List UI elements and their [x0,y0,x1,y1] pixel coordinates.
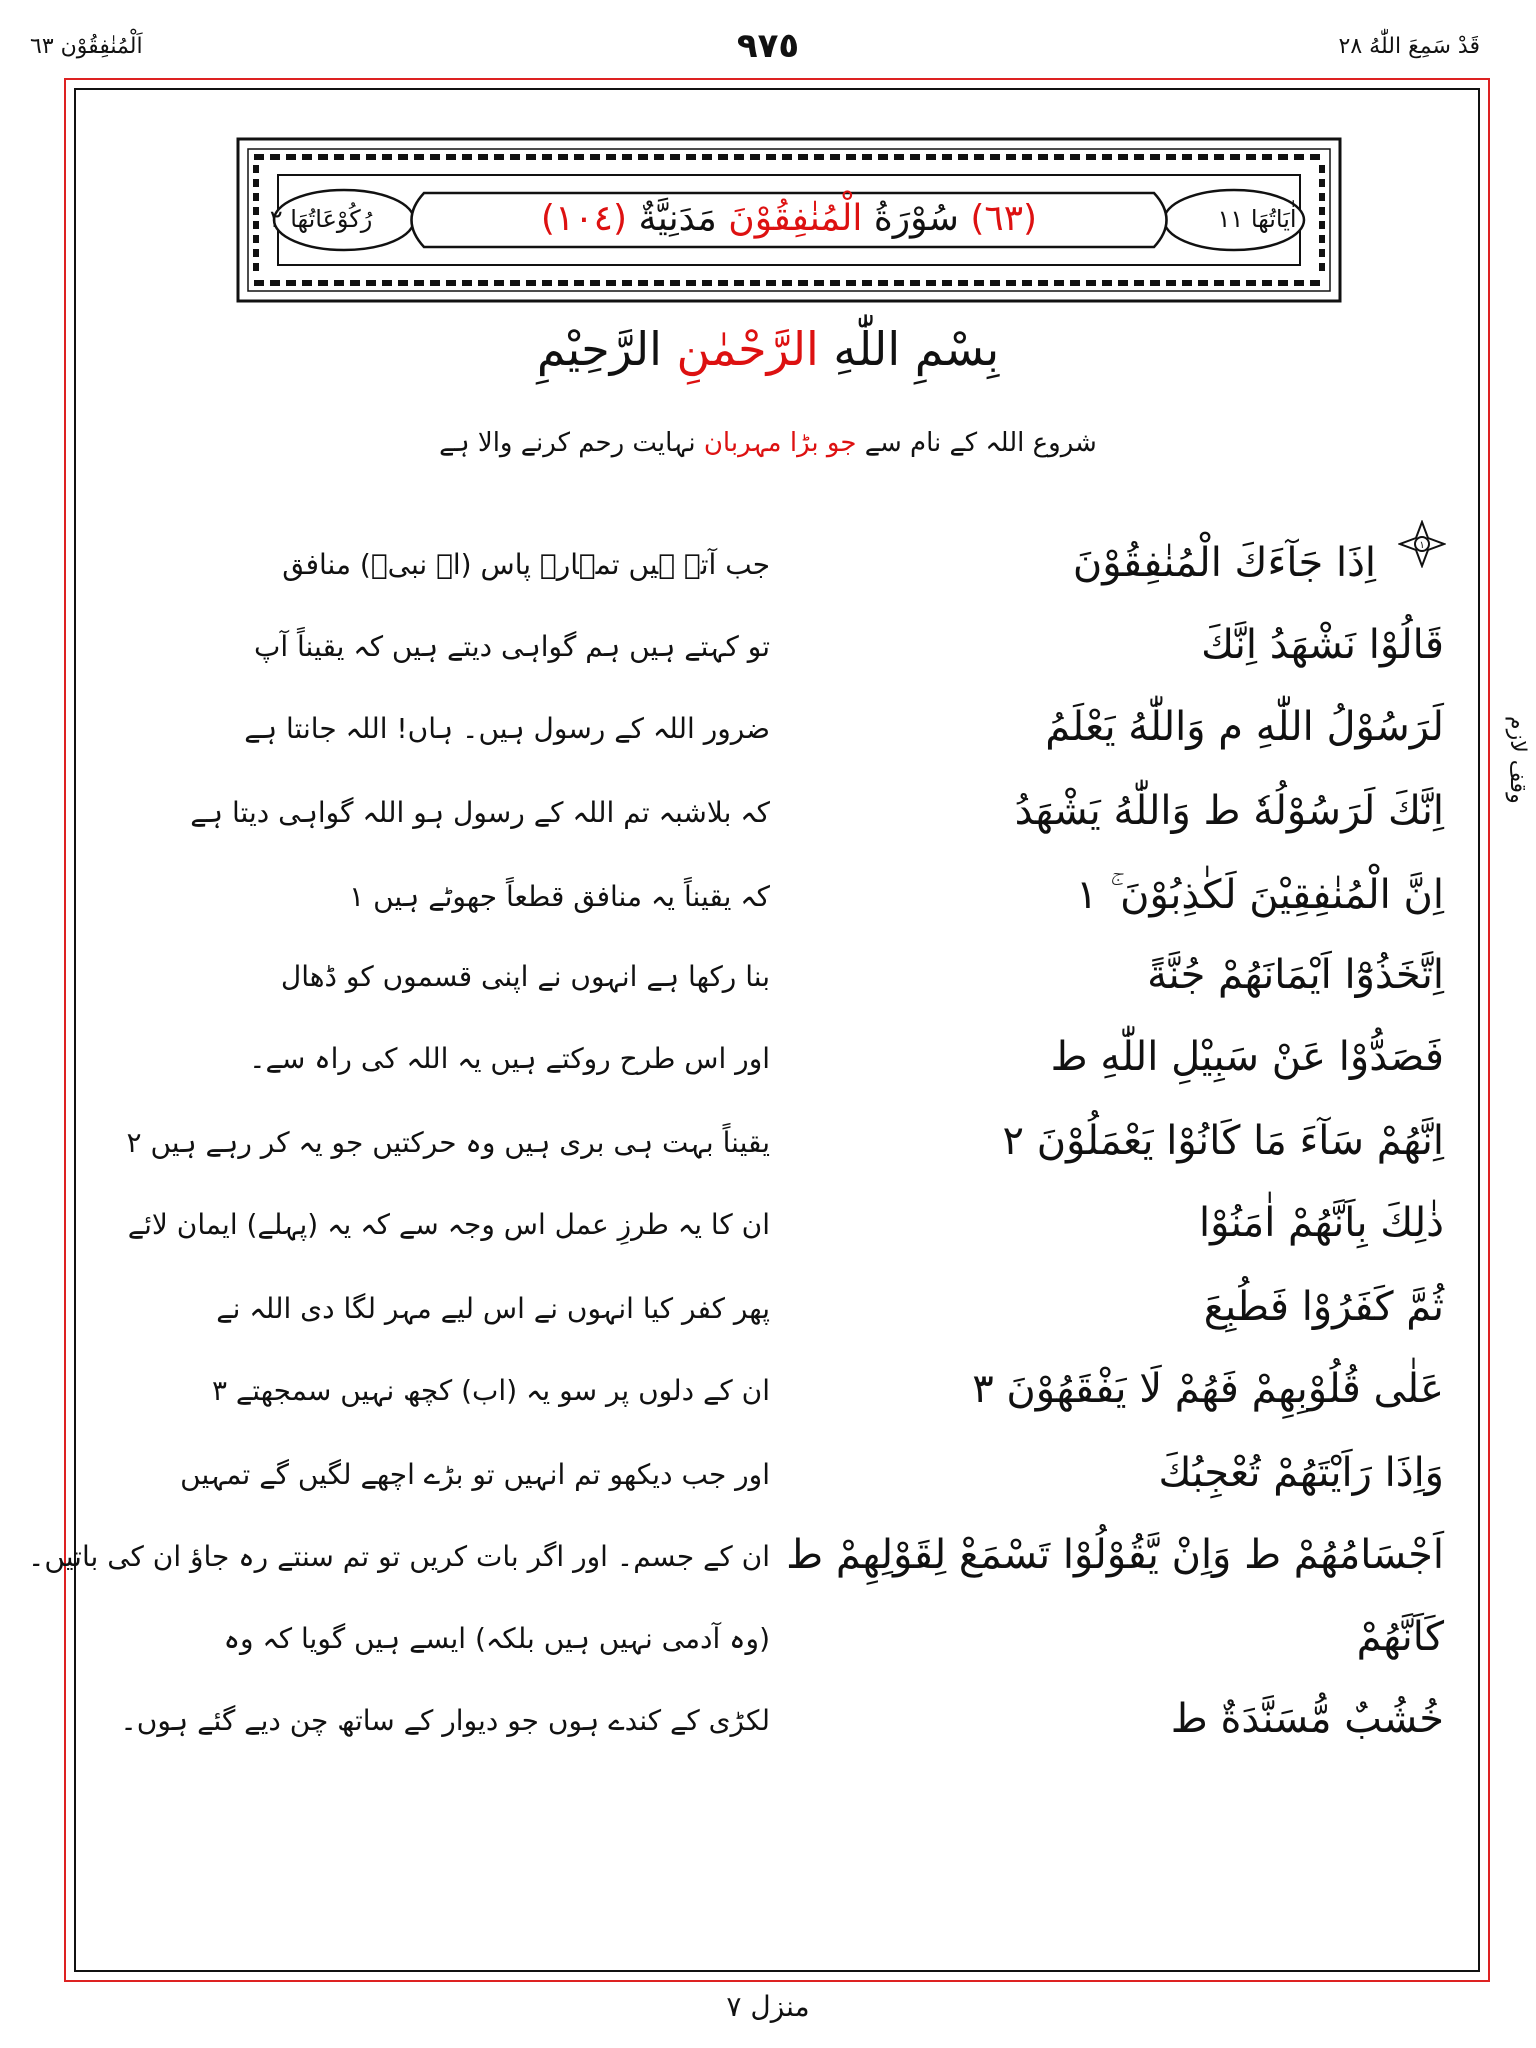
ayat-count: اٰيَاتُهَا ١١ [1217,205,1297,233]
manzil-footer: منزل ۷ [726,1990,810,2023]
arabic-verse-line: كَاَنَّهُمْ [1356,1614,1444,1660]
urdu-translation-line: اور اس طرح روکتے ہیں یہ اللہ کی راہ سے۔ [249,1042,770,1075]
surah-number: (٦٣) [970,198,1038,239]
rosette-icon [1398,520,1446,568]
arabic-verse-line: ذٰلِكَ بِاَنَّهُمْ اٰمَنُوْا [1198,1200,1444,1246]
surah-word: سُوْرَةُ [873,198,959,239]
urdu-translation-line: جب آتے ہیں تمہارے پاس (اے نبیؐ) منافق [282,548,770,581]
arabic-verse-line: ثُمَّ كَفَرُوْا فَطُبِعَ [1203,1284,1444,1330]
bismillah-transl-part1: شروع اللہ کے نام سے [864,428,1097,458]
surah-cartouche [234,135,1344,305]
urdu-translation-line: ان کے دلوں پر سو یہ (اب) کچھ نہیں سمجھتے ٣ [211,1374,770,1407]
surah-title [414,191,1164,247]
juz-name-header: قَدْ سَمِعَ اللّٰهُ ٢٨ [1338,34,1480,59]
ruku-count: رُكُوْعَاتُهَا ٢ [269,205,373,233]
arabic-verse-line: اِنَّ الْمُنٰفِقِيْنَ لَكٰذِبُوْنَ ۚ ١ [1075,872,1444,918]
revelation-order: (١٠٤) [540,198,628,239]
arabic-verse-line: اِنَّهُمْ سَآءَ مَا كَانُوْا يَعْمَلُوْنَ ٢ [1002,1118,1444,1164]
urdu-translation-line: ان کا یہ طرزِ عمل اس وجہ سے کہ یہ (پہلے) ایمان لائے [127,1208,770,1241]
urdu-translation-line: کہ یقیناً یہ منافق قطعاً جھوٹے ہیں ١ [349,880,770,913]
urdu-translation-line: ضرور اللہ کے رسول ہیں۔ ہاں! اللہ جانتا ہے [244,712,770,745]
urdu-translation-line: کہ بلاشبہ تم اللہ کے رسول ہو اللہ گواہی دیتا ہے [190,796,770,829]
waqf-note: وقف لازم [1505,716,1530,804]
bismillah-part2: الرَّحْمٰنِ [676,322,819,376]
arabic-verse-line: قَالُوْا نَشْهَدُ اِنَّكَ [1201,622,1444,668]
bismillah-part1: بِسْمِ اللّٰهِ [833,322,1000,376]
surah-type: مَدَنِيَّةٌ [638,198,717,239]
urdu-translation-line: یقیناً بہت ہی بری ہیں وہ حرکتیں جو یہ کر رہے ہیں ٢ [126,1126,770,1159]
bismillah-transl-part2: جو بڑا مہربان [703,428,857,458]
arabic-verse-line: اَجْسَامُهُمْ ط وَاِنْ يَّقُوْلُوْا تَسْمَعْ لِقَوْلِهِمْ ط [786,1532,1444,1578]
urdu-translation-line: تو کہتے ہیں ہم گواہی دیتے ہیں کہ یقیناً آپ [253,630,770,663]
bismillah-transl-part3: نہایت رحم کرنے والا ہے [439,428,696,458]
arabic-verse-line: وَاِذَا رَاَيْتَهُمْ تُعْجِبُكَ [1158,1450,1444,1496]
arabic-verse-line: خُشُبٌ مُّسَنَّدَةٌ ط [1170,1696,1444,1742]
surah-name: الْمُنٰفِقُوْنَ [728,198,863,239]
urdu-translation-line: پھر کفر کیا انہوں نے اس لیے مہر لگا دی اللہ نے [216,1292,770,1325]
urdu-translation-line: بنا رکھا ہے انہوں نے اپنی قسموں کو ڈھال [280,960,770,993]
bismillah [0,322,1536,376]
page-number: ٩٧٥ [736,26,800,66]
arabic-verse-line: اِذَا جَآءَكَ الْمُنٰفِقُوْنَ [1072,540,1376,586]
urdu-translation-line: لکڑی کے کندے ہوں جو دیوار کے ساتھ چن دیے گئے ہوں۔ [120,1704,770,1737]
arabic-verse-line: عَلٰى قُلُوْبِهِمْ فَهُمْ لَا يَفْقَهُوْنَ ٣ [972,1366,1444,1412]
arabic-verse-line: لَرَسُوْلُ اللّٰهِ م وَاللّٰهُ يَعْلَمُ [1045,704,1444,750]
urdu-translation-line: ان کے جسم۔ اور اگر بات کریں تو تم سنتے رہ جاؤ ان کی باتیں۔ [28,1540,770,1573]
urdu-translation-line: اور جب دیکھو تم انہیں تو بڑے اچھے لگیں گے تمہیں [180,1458,770,1491]
arabic-verse-line: اِتَّخَذُوْٓا اَيْمَانَهُمْ جُنَّةً [1147,952,1444,998]
urdu-translation-line: (وہ آدمی نہیں ہیں بلکہ) ایسے ہیں گویا کہ وہ [223,1622,770,1655]
surah-name-header: اَلْمُنٰفِقُوْن ٦٣ [30,34,143,59]
bismillah-translation [0,428,1536,458]
bismillah-part3: الرَّحِيْمِ [536,322,662,376]
svg-text:١: ١ [1419,540,1425,551]
arabic-verse-line: فَصَدُّوْا عَنْ سَبِيْلِ اللّٰهِ ط [1050,1034,1444,1080]
arabic-verse-line: اِنَّكَ لَرَسُوْلُهٗ ط وَاللّٰهُ يَشْهَدُ [1014,788,1444,834]
